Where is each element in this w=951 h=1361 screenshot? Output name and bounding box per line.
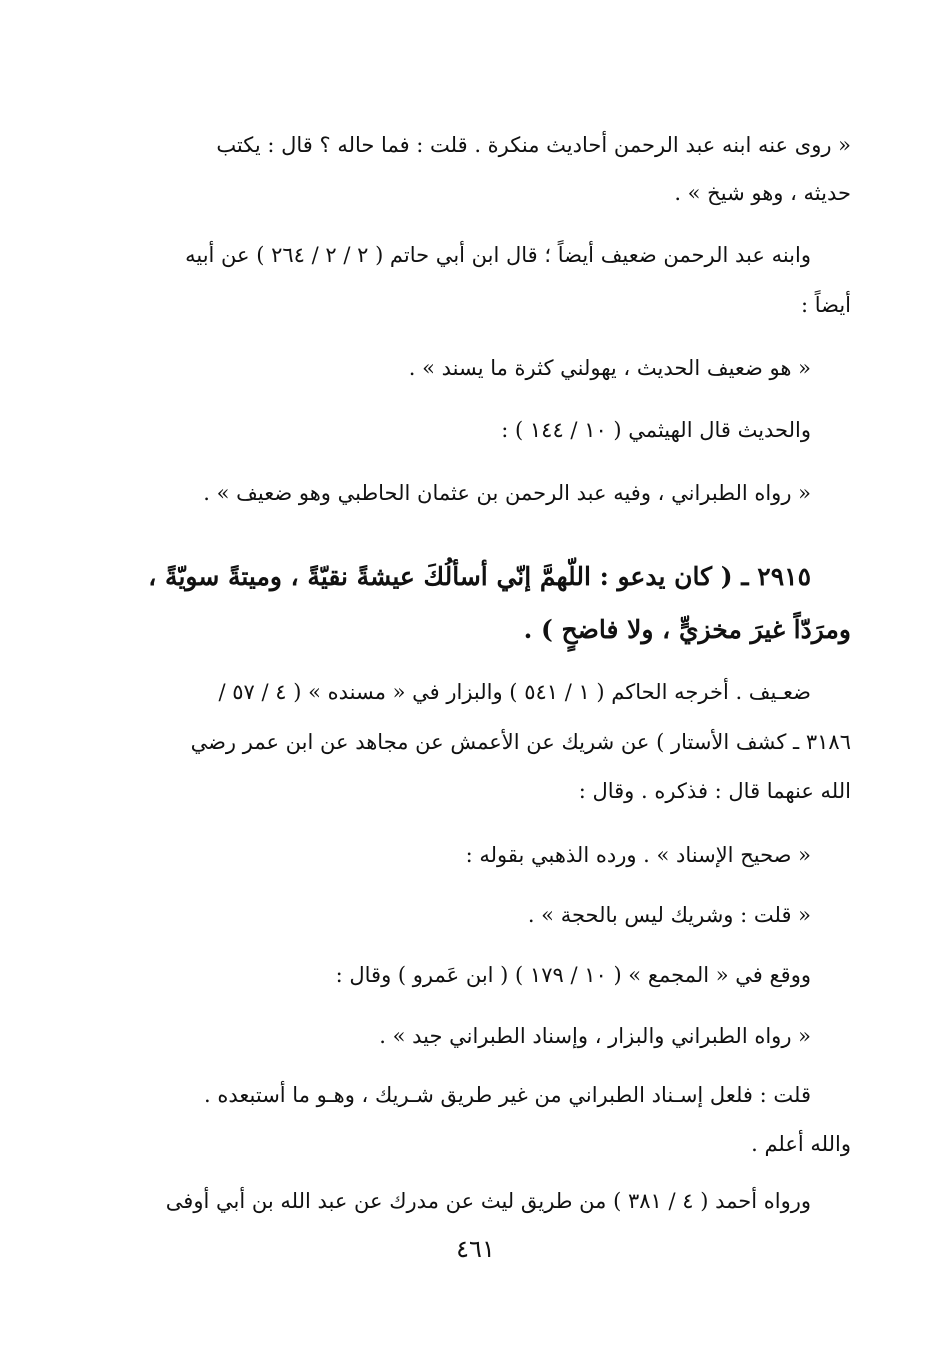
text-line-7: ٣١٨٦ ـ كشف الأستار ) عن شريك عن الأعمش عن مجاهد عن ابن عمر رضي	[190, 730, 851, 754]
text-line-8: الله عنهما قال : فذكره . وقال :	[578, 779, 851, 803]
quote-line-2: « رواه الطبراني ، وفيه عبد الرحمن بن عثمان الحاطبي وهو ضعيف » .	[203, 481, 811, 505]
quote-line-4: « قلت : وشريك ليس بالحجة » .	[527, 903, 811, 927]
text-line-1: « روى عنه ابنه عبد الرحمن أحاديث منكرة . قلت : فما حاله ؟ قال : يكتب	[216, 133, 851, 157]
text-line-12: ورواه أحمد ( ٤ / ٣٨١ ) من طريق ليث عن مدرك عن عبد الله بن أبي أوفى	[165, 1189, 811, 1213]
hadith-heading-line-2: ومرَدّاً غيرَ مخزيٍّ ، ولا فاضحٍ ) .	[523, 615, 851, 644]
quote-line-5: « رواه الطبراني والبزار ، وإسناد الطبراني جيد » .	[379, 1024, 811, 1048]
text-line-6: ضعـيف . أخرجه الحاكم ( ١ / ٥٤١ ) والبزار في « مسنده » ( ٤ / ٥٧ /	[218, 680, 811, 704]
text-line-3: وابنه عبد الرحمن ضعيف أيضاً ؛ قال ابن أبي حاتم ( ٢ / ٢ / ٢٦٤ ) عن أبيه	[185, 243, 811, 267]
text-line-2: حديثه ، وهو شيخ » .	[674, 181, 851, 205]
quote-line-3: « صحيح الإسناد » . ورده الذهبي بقوله :	[465, 843, 811, 867]
page-number: ٤٦١	[456, 1235, 495, 1263]
text-line-11: والله أعلم .	[751, 1132, 851, 1156]
text-line-5: والحديث قال الهيثمي ( ١٠ / ١٤٤ ) :	[501, 418, 811, 442]
text-line-9: ووقع في « المجمع » ( ١٠ / ١٧٩ ) ( ابن عَمرو ) وقال :	[335, 963, 811, 987]
hadith-heading-line-1: ٢٩١٥ ـ ( كان يدعو : اللّهمَّ إنّي أسألُكَ عيشةً نقيّةً ، وميتةً سويّةً ،	[148, 562, 811, 591]
text-line-10: قلت : فلعل إسـناد الطبراني من غير طريق شـريك ، وهـو ما أستبعده .	[204, 1083, 811, 1107]
text-line-4: أيضاً :	[800, 293, 851, 317]
quote-line-1: « هو ضعيف الحديث ، يهولني كثرة ما يسند » .	[408, 356, 811, 380]
